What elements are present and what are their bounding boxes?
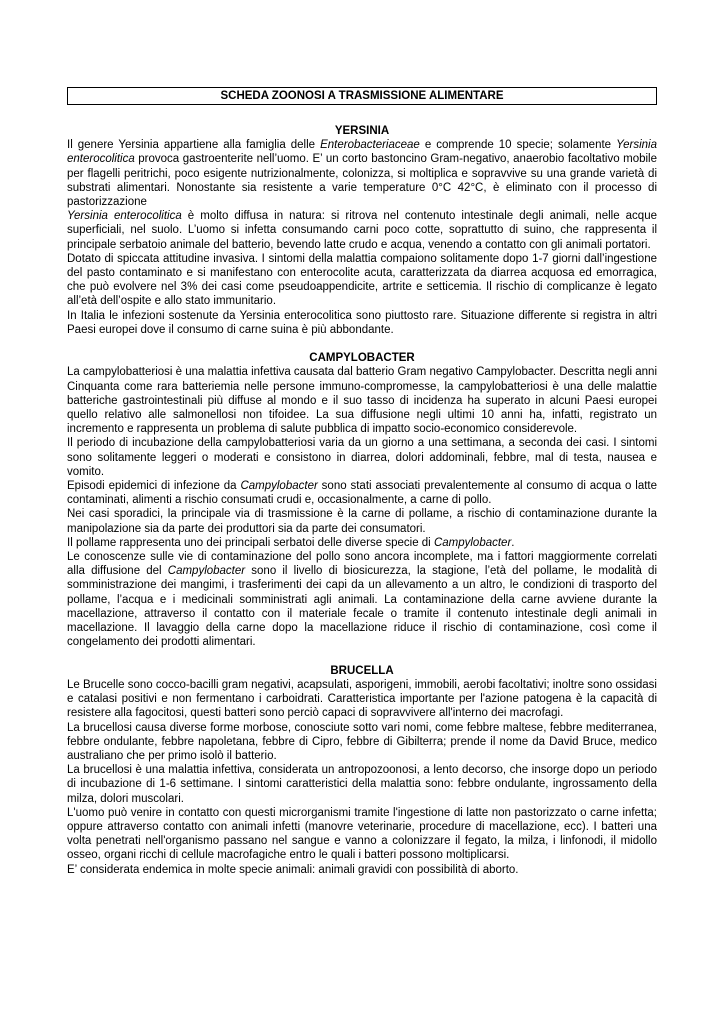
paragraph [67,678,657,721]
section-spacer [67,337,657,351]
paragraph [67,252,657,309]
text-run: sono stati associati prevalentemente al consumo di acqua o latte contaminati, alimenti a rischio consumati crudi e, occasionalmente, a carne di pollo. [67,480,658,507]
section-body [67,365,657,649]
paragraph [67,536,657,550]
text-run: Il pollame rappresenta uno dei principali serbatoi delle diverse specie di [67,536,434,549]
text-run: L'uomo può venire in contatto con questi microrganismi tramite l'ingestione di latte non pastorizzato o carne infetta; oppure attraverso contatto con animali infetti (manovre veterinarie, procedure di macellazione, ecc). I batteri una volta penetrati nell'organismo passano nel sangue e vanno a colonizzare il fegato, la milza, i linfonodi, il midollo osseo, organi ricchi di cellule macrofagiche entro le quali i batteri possono moltiplicarsi. [67,806,657,862]
paragraph [67,806,657,863]
italic-text: Yersinia enterocolitica [67,210,182,223]
text-run: Le Brucelle sono cocco-bacilli gram negativi, acapsulati, asporigeni, immobili, aerobi facoltativi; inoltre sono ossidasi e catalasi positivi e non fermentano i carboidrati. Caratteristica importante per l'azione patogena è la capacità di resistere alla fagocitosi, questi batteri sono perciò capaci di sopravvivere all'interno dei macrofagi. [67,678,657,720]
text-run: . [511,536,515,549]
italic-text: Enterobacteriaceae [320,139,420,152]
paragraph [67,863,657,877]
text-run: sono il livello di biosicurezza, la stagione, l’età del pollame, le modalità di somministrazione dei mangimi, i trasferimenti dei capi da un allevamento a un altro, le condizioni di trasporto del pollame, l’acqua e i medicinali somministrati agli animali. La contaminazione della carne avviene durante la macellazione, attraverso il contatto con il materiale fecale o tramite il contenuto intestinale degli animali in macellazione. Il lavaggio della carne dopo la macellazione riduce il rischio di contaminazione, così come il congelamento dei prodotti alimentari. [67,565,658,649]
paragraph [67,479,657,507]
section-spacer [67,650,657,664]
italic-text: Campylobacter [240,480,318,493]
section-campylobacter [67,351,657,649]
document-title: SCHEDA ZOONOSI A TRASMISSIONE ALIMENTARE [67,87,657,105]
text-run: Le conoscenze sulle vie di contaminazione del pollo sono ancora incomplete, ma i fattori maggiormente correlati alla diffusione del [67,551,657,578]
paragraph [67,436,657,479]
text-run: provoca gastroenterite nell’uomo. E’ un corto bastoncino Gram-negativo, anaerobio facoltativo mobile per flagelli peritrichi, poco esigente nutrizionalmente, colonizza, si moltiplica e sopravvive su una grande varietà di substrati alimentari. Nonostante sia resistente a varie temperature 0°C 42°C, è eliminato con il processo di pastorizzazione [67,153,657,209]
paragraph [67,550,657,649]
section-body [67,138,657,337]
italic-text: Campylobacter [167,565,246,578]
text-run: Episodi epidemici di infezione da [67,480,241,493]
paragraph [67,309,657,337]
section-heading: YERSINIA [334,125,390,137]
paragraph [67,209,657,252]
document-page [67,87,657,877]
section-heading: BRUCELLA [330,664,394,677]
text-run: In Italia le infezioni sostenute da Yersinia enterocolitica sono piuttosto rare. Situazione differente si registra in altri Paesi europei dove il consumo di carne suina è più abbondante. [67,309,657,336]
italic-text: Campylobacter [433,536,512,549]
paragraph [67,721,657,764]
paragraph [67,763,657,806]
paragraph [67,507,657,535]
paragraph [67,365,657,436]
section-brucella [67,664,657,877]
text-run: Il genere Yersinia appartiene alla famiglia delle [67,139,321,152]
text-run: E’ considerata endemica in molte specie animali: animali gravidi con possibilità di aborto. [67,863,519,876]
italic-text: Yersinia enterocolitica [67,139,657,166]
paragraph [67,138,657,209]
section-yersinia [67,124,657,337]
text-run: Dotato di spiccata attitudine invasiva. I sintomi della malattia compaiono solitamente dopo 1-7 giorni dall’ingestione del pasto contaminato e si manifestano con enterocolite acuta, caratterizzata da diarrea acquosa ed emorragica, che può evolvere nel 3% dei casi come pseudoappendicite, artrite e setticemia. Il rischio di complicanze è legato all’età dell’ospite e allo stato immunitario. [67,252,657,308]
text-run: La brucellosi è una malattia infettiva, considerata un antropozoonosi, a lento decorso, che insorge dopo un periodo di incubazione di 1-6 settimane. I sintomi caratteristici della malattia sono: febbre ondulante, ingrossamento della milza, dolori muscolari. [67,764,657,805]
text-run: Nei casi sporadici, la principale via di trasmissione è la carne di pollame, a rischio di contaminazione durante la manipolazione sia da parte dei produttori sia da parte dei consumatori. [67,508,657,535]
text-run: Il periodo di incubazione della campylobatteriosi varia da un giorno a una settimana, a seconda dei casi. I sintomi sono solitamente leggeri o moderati e consistono in diarrea, dolori addominali, febbre, mal di testa, nausea e vomito. [67,437,657,478]
text-run: La campylobatteriosi è una malattia infettiva causata dal batterio Gram negativo Campylobacter. Descritta negli anni Cinquanta come rara batteriemia nelle persone immuno-compromesse, la campylobatteriosi è una delle malattie batteriche gastrointestinali più diffuse al mondo e il suo tasso di incidenza ha superato in alcuni Paesi europei quello relativo alle salmonellosi non tifoidee. La sua diffusione negli ultimi 10 anni ha, infatti, registrato un incremento e rappresenta un problema di salute pubblica di impatto socio-economico considerevole. [67,366,658,436]
text-run: La brucellosi causa diverse forme morbose, conosciute sotto vari nomi, come febbre maltese, febbre mediterranea, febbre ondulante, febbre napoletana, febbre di Cipro, febbre di Gibilterra; prende il nome da David Bruce, medico australiano che per primo isolò il batterio. [67,721,657,762]
text-run: è molto diffusa in natura: si ritrova nel contenuto intestinale degli animali, nelle acque superficiali, nel suolo. L’uomo si infetta consumando carni poco cotte, soprattutto di suino, che rappresenta il principale serbatoio animale del batterio, bevendo latte crudo e acqua, venendo a contatto con gli animali portatori. [67,210,657,251]
section-heading: CAMPYLOBACTER [309,352,415,365]
text-run: e comprende 10 specie; solamente [419,139,617,152]
section-body [67,678,657,877]
